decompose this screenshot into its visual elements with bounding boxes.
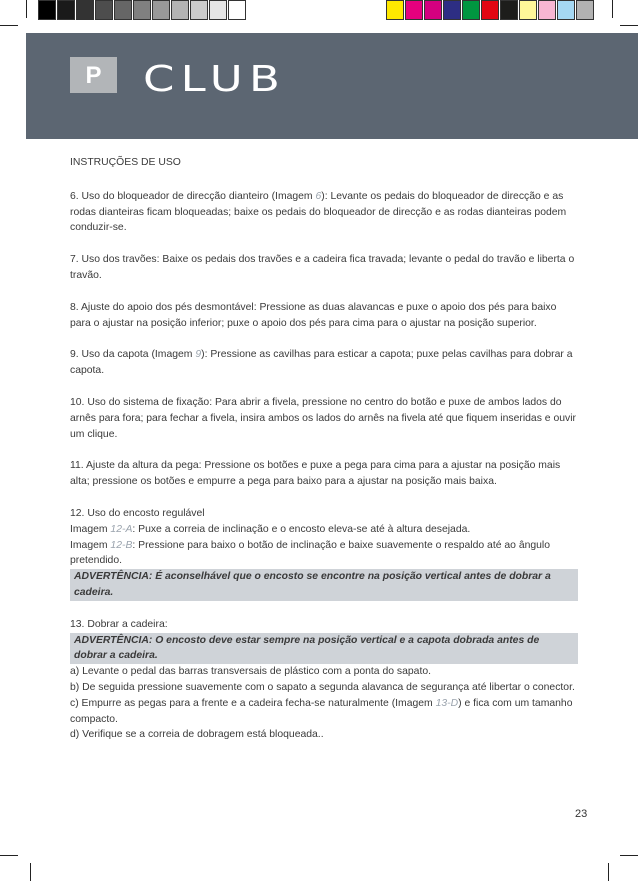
gray-swatch	[95, 0, 113, 20]
image-ref: 6	[315, 190, 322, 202]
crop-mark	[0, 855, 18, 856]
instruction-step: Imagem 12-A: Puxe a correia de inclinação e o encosto eleva-se até à altura desejada.	[70, 523, 471, 535]
image-ref: 9	[195, 349, 202, 361]
color-swatch	[500, 0, 518, 20]
gray-swatch	[133, 0, 151, 20]
page-number: 23	[575, 808, 588, 820]
brand-badge: P	[70, 57, 117, 93]
instruction-step: a) Levante o pedal das barras transversais de plástico com a ponta do sapato.	[70, 666, 432, 678]
instruction-step: Imagem 12-B: Pressione para baixo o botão de inclinação e baixe suavemente o respaldo até ao ângulo pretendido.	[70, 539, 551, 567]
image-ref: 12-A	[110, 523, 133, 535]
gray-swatch	[76, 0, 94, 20]
instructions	[70, 155, 578, 743]
instruction-9: 9. Uso da capota (Imagem 9): Pressione as cavilhas para esticar a capota; puxe pelas cavilhas para dobrar a capota.	[70, 349, 573, 377]
color-swatch	[576, 0, 594, 20]
color-swatch	[405, 0, 423, 20]
gray-swatch	[228, 0, 246, 20]
color-swatch	[386, 0, 404, 20]
instruction-step: b) De seguida pressione suavemente com o sapato a segunda alavanca de segurança até libertar o conector.	[70, 681, 575, 693]
color-swatch	[557, 0, 575, 20]
instruction-step: d) Verifique se a correia de dobragem está bloqueada..	[70, 729, 324, 741]
instruction-13	[70, 617, 578, 743]
brand-logo: CLUB	[143, 59, 287, 100]
section-heading: INSTRUÇÕES DE USO	[70, 157, 181, 168]
color-swatch	[481, 0, 499, 20]
crop-mark	[0, 25, 18, 26]
gray-swatch	[152, 0, 170, 20]
color-swatch	[443, 0, 461, 20]
color-swatch	[462, 0, 480, 20]
gray-swatch-bar	[38, 0, 247, 20]
instruction-7: 7. Uso dos travões: Baixe os pedais dos travões e a cadeira fica travada; levante o pedal do travão e liberta o travão.	[70, 254, 575, 281]
gray-swatch	[38, 0, 56, 20]
crop-mark	[612, 0, 613, 18]
image-ref: 12-B	[110, 539, 133, 551]
warning-box: ADVERTÊNCIA: É aconselhável que o encosto se encontre na posição vertical antes de dobrar a cadeira.	[70, 569, 578, 601]
gray-swatch	[209, 0, 227, 20]
crop-mark	[608, 863, 609, 881]
gray-swatch	[190, 0, 208, 20]
color-swatch	[519, 0, 537, 20]
crop-mark	[26, 0, 27, 18]
crop-mark	[620, 855, 638, 856]
instruction-11: 11. Ajuste da altura da pega: Pressione os botões e puxe a pega para cima para a ajustar na posição mais alta; pressione os botões e empurre a pega para baixo para a ajustar na posição mais baixa.	[70, 460, 561, 488]
gray-swatch	[171, 0, 189, 20]
crop-mark	[620, 25, 638, 26]
instruction-step: c) Empurre as pegas para a frente e a cadeira fecha-se naturalmente (Imagem 13-D) e fica com um tamanho compacto.	[70, 697, 573, 725]
instruction-8: 8. Ajuste do apoio dos pés desmontável: Pressione as duas alavancas e puxe o apoio dos pés para baixo para o ajustar na posição inferior; puxe o apoio dos pés para cima para o ajustar na posição superior.	[70, 301, 557, 329]
gray-swatch	[57, 0, 75, 20]
color-swatch-bar	[386, 0, 595, 20]
instruction-6: 6. Uso do bloqueador de direcção dianteiro (Imagem 6): Levante os pedais do bloqueador de direcção e as rodas dianteiras ficam bloqueadas; baixe os pedais do bloqueador de direcção e as rodas dianteiras podem conduzir-se.	[70, 190, 567, 234]
instruction-12	[70, 506, 578, 601]
warning-box: ADVERTÊNCIA: O encosto deve estar sempre na posição vertical e a capota dobrada antes de dobrar a cadeira.	[70, 633, 578, 665]
crop-mark	[30, 863, 31, 881]
instruction-title: 13. Dobrar a cadeira:	[70, 618, 168, 630]
header-band	[26, 33, 638, 139]
gray-swatch	[114, 0, 132, 20]
instruction-title: 12. Uso do encosto regulável	[70, 507, 205, 519]
color-swatch	[424, 0, 442, 20]
color-swatch	[538, 0, 556, 20]
image-ref: 13-D	[435, 697, 459, 709]
instruction-10: 10. Uso do sistema de fixação: Para abrir a fivela, pressione no centro do botão e puxe de ambos lados do arnês para fora; para fechar a fivela, insira ambos os lados do arnês na fivela até que fiquem inseridas e ouvir um clique.	[70, 396, 576, 440]
